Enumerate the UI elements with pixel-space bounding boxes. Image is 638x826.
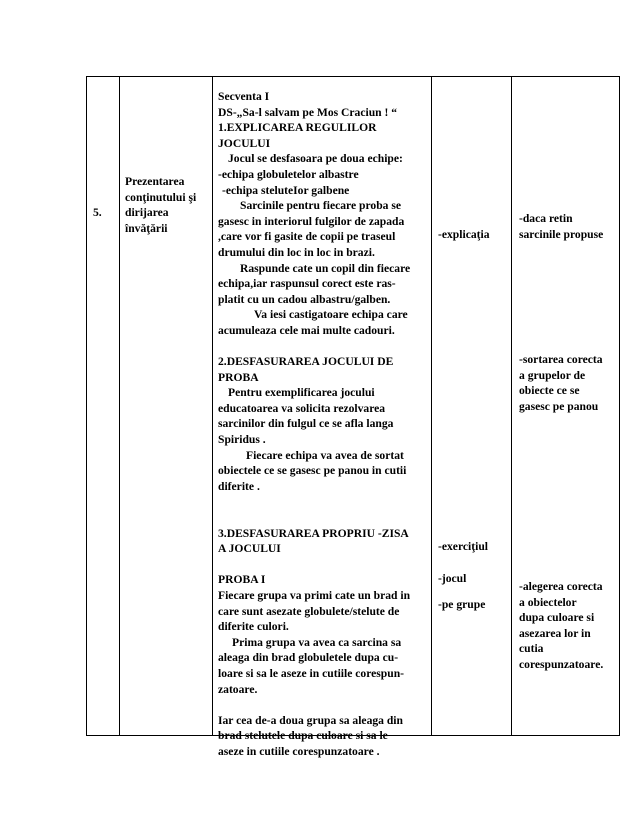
evaluation-line: -alegerea corecta (519, 580, 603, 593)
column-divider (119, 77, 120, 735)
section-rules (218, 89, 430, 339)
methods-cell (438, 597, 485, 613)
evaluation-line: a grupelor de (519, 368, 586, 382)
evaluation-cell (519, 352, 603, 414)
method-groups: -pe grupe (438, 598, 486, 611)
methods-cell (438, 539, 488, 555)
content-line: echipa,iar raspunsul corect este ras- (218, 277, 396, 291)
content-line: diferite culori. (218, 620, 289, 634)
content-line: platit cu un cadou albastru/galben. (218, 292, 391, 306)
content-line: care sunt asezate globulete/stelute de (218, 604, 400, 618)
stage-cell (125, 174, 196, 236)
content-line: DS-„Sa-l salvam pe Mos Craciun ! “ (218, 105, 398, 119)
evaluation-line: gasesc pe panou (519, 399, 599, 413)
method-game: -jocul (438, 572, 467, 585)
stage-line: învăţării (125, 221, 168, 235)
content-line: -echipa steluteIor galbene (222, 183, 350, 197)
evaluation-cell (519, 211, 603, 242)
content-line: Prima grupa va avea ca sarcina sa (232, 635, 402, 649)
section-trial-one (218, 572, 430, 697)
content-line: Fiecare echipa va avea de sortat (246, 448, 404, 462)
evaluation-line: -sortarea corecta (519, 353, 603, 366)
content-line: educatoarea va solicita rezolvarea (218, 401, 386, 415)
stage-line: dirijarea (125, 206, 169, 220)
content-line: Raspunde cate un copil din fiecare (240, 261, 411, 275)
content-line: acumuleaza cele mai multe cadouri. (218, 323, 395, 337)
content-line: sarcinilor din fulgul ce se afla langa (218, 417, 394, 431)
methods-cell (438, 571, 466, 587)
content-line: -echipa globuletelor albastre (218, 167, 359, 181)
column-divider (511, 77, 512, 735)
lesson-table (86, 76, 620, 758)
column-divider (212, 77, 213, 735)
content-line: aleaga din brad globuletele dupa cu- (218, 651, 399, 665)
content-line: 2.DESFASURAREA JOCULUI DE (218, 355, 394, 369)
content-line: gasesc in interiorul fulgilor de zapada (218, 214, 405, 228)
content-line: zatoare. (218, 682, 258, 696)
evaluation-line: asezarea lor in (519, 626, 591, 640)
method-exercise: -exerciţiul (438, 540, 489, 553)
evaluation-line: -daca retin (519, 212, 573, 225)
evaluation-cell (519, 579, 603, 673)
evaluation-line: a obiectelor (519, 595, 577, 609)
content-line: 1.EXPLICAREA REGULILOR (218, 121, 377, 135)
section-second-group (218, 713, 430, 760)
content-line: aseze in cutiile corespunzatoare . (218, 744, 380, 758)
content-line: Secventa I (218, 90, 270, 103)
content-line: JOCULUI (218, 136, 271, 150)
evaluation-line: obiecte ce se (519, 384, 580, 398)
content-line: Jocul se desfasoara pe doua echipe: (228, 152, 403, 166)
content-line: ,care vor fi gasite de copii pe traseul (218, 230, 396, 244)
content-line: Fiecare grupa va primi cate un brad in (218, 589, 411, 602)
row-number: 5. (93, 206, 102, 219)
method-explanation: -explicaţia (438, 228, 490, 241)
row-number-cell (93, 205, 102, 221)
content-line: obiectele ce se gasesc pe panou in cutii (218, 464, 407, 478)
column-divider (431, 77, 432, 735)
content-line: drumului din loc in loc in brazi. (218, 245, 375, 259)
content-line: brad stelutele dupa culoare si sa le (218, 729, 388, 743)
content-line: diferite . (218, 479, 260, 493)
methods-cell (438, 227, 490, 243)
content-line: A JOCULUI (218, 542, 281, 556)
content-line: PROBA I (218, 573, 266, 587)
content-cell (218, 89, 430, 760)
content-line: Va iesi castigatoare echipa care (254, 308, 408, 322)
content-line: PROBA (218, 370, 259, 384)
evaluation-line: sarcinile propuse (519, 227, 604, 241)
evaluation-line: corespunzatoare. (519, 657, 604, 671)
evaluation-line: cutia (519, 642, 544, 656)
evaluation-line: dupa culoare si (519, 611, 595, 625)
content-line: Pentru exemplificarea jocului (228, 386, 375, 400)
stage-line: Prezentarea (125, 175, 185, 188)
section-main-game (218, 526, 430, 557)
content-line: Sarcinile pentru fiecare proba se (240, 199, 402, 213)
stage-line: conţinutului şi (125, 190, 197, 204)
content-line: loare si sa le aseze in cutiile corespun- (218, 666, 405, 680)
section-trial-game (218, 354, 430, 494)
content-line: Iar cea de-a doua grupa sa aleaga din (218, 713, 403, 727)
content-line: 3.DESFASURAREA PROPRIU -ZISA (218, 526, 409, 540)
content-line: Spiridus . (218, 433, 266, 447)
